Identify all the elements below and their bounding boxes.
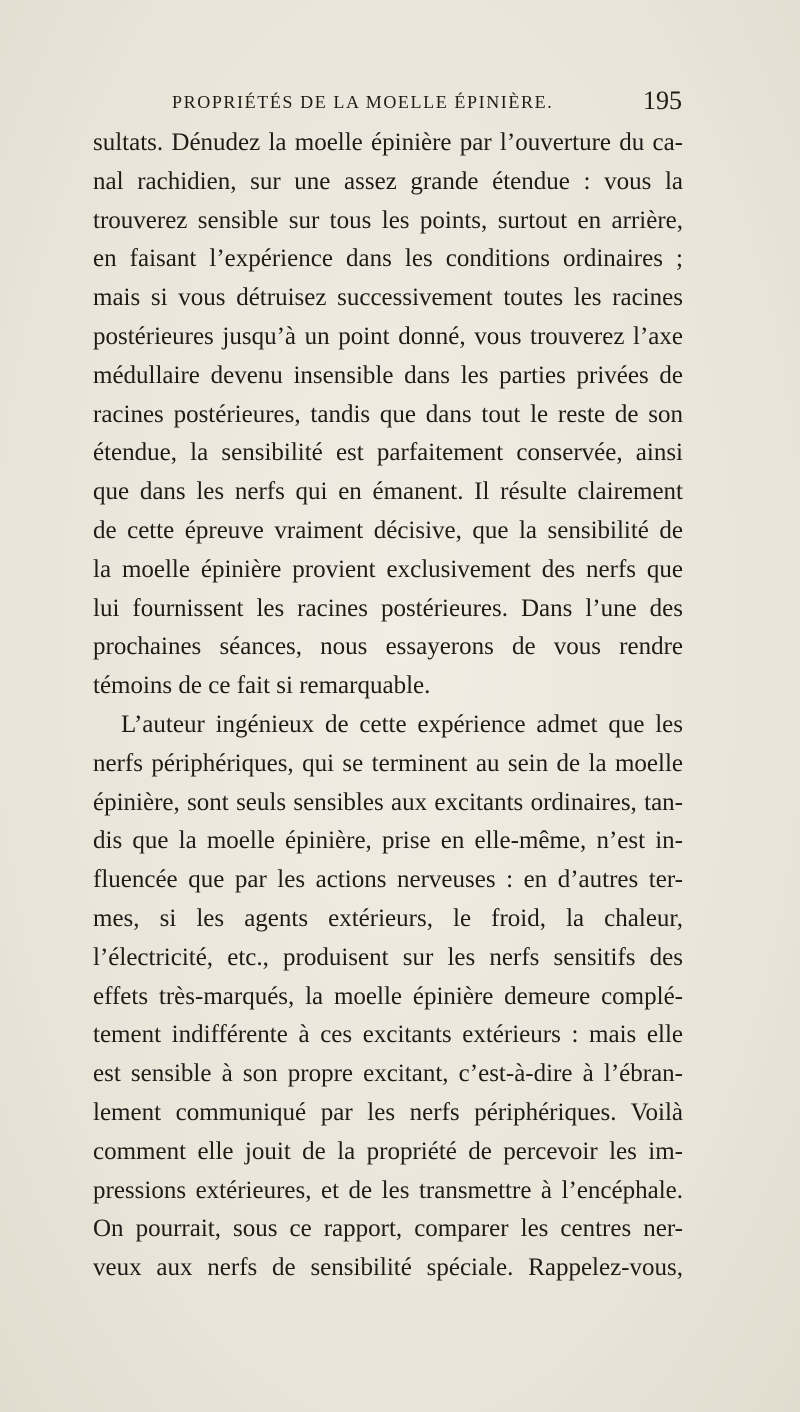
text-line: prochaines séances, nous essayerons de vous rendre: [93, 633, 683, 661]
text-line: pressions extérieures, et de les transmettre à l’encéphale.: [93, 1176, 683, 1204]
text-line: nal rachidien, sur une assez grande étendue : vous la: [93, 167, 683, 195]
text-line: en faisant l’expérience dans les conditions ordinaires ;: [93, 245, 683, 273]
text-line: sultats. Dénudez la moelle épinière par l’ouverture du ca-: [93, 129, 683, 156]
text-line: veux aux nerfs de sensibilité spéciale. Rappelez-vous,: [93, 1254, 683, 1282]
text-line: mes, si les agents extérieurs, le froid, la chaleur,: [93, 904, 683, 932]
text-line: comment elle jouit de la propriété de percevoir les im-: [93, 1137, 683, 1165]
text-line: étendue, la sensibilité est parfaitement conservée, ainsi: [93, 439, 683, 467]
text-line: épinière, sont seuls sensibles aux excitants ordinaires, tan-: [93, 788, 683, 816]
running-head: [172, 86, 682, 122]
text-line: lui fournissent les racines postérieures. Dans l’une des: [93, 594, 683, 622]
running-title: PROPRIÉTÉS DE LA MOELLE ÉPINIÈRE.: [172, 92, 554, 112]
text-line: de cette épreuve vraiment décisive, que la sensibilité de: [93, 516, 683, 544]
text-line: effets très-marqués, la moelle épinière demeure complé-: [93, 982, 683, 1010]
text-line: mais si vous détruisez successivement toutes les racines: [93, 284, 683, 312]
text-line: que dans les nerfs qui en émanent. Il résulte clairement: [93, 478, 683, 506]
text-line: On pourrait, sous ce rapport, comparer les centres ner-: [93, 1215, 683, 1243]
text-line: fluencée que par les actions nerveuses : en d’autres ter-: [93, 866, 683, 894]
text-line: nerfs périphériques, qui se terminent au sein de la moelle: [93, 749, 683, 777]
body-text: [93, 124, 683, 1288]
text-line: racines postérieures, tandis que dans tout le reste de son: [93, 400, 683, 428]
text-line: lement communiqué par les nerfs périphériques. Voilà: [93, 1098, 683, 1126]
page-number: 195: [643, 86, 682, 115]
text-line: témoins de ce fait si remarquable.: [93, 672, 431, 700]
text-line: est sensible à son propre excitant, c’est-à-dire à l’ébran-: [93, 1060, 683, 1088]
text-line: médullaire devenu insensible dans les parties privées de: [93, 361, 683, 389]
text-line: tement indifférente à ces excitants extérieurs : mais elle: [93, 1021, 683, 1049]
text-line: trouverez sensible sur tous les points, surtout en arrière,: [93, 206, 683, 234]
text-line: l’électricité, etc., produisent sur les nerfs sensitifs des: [93, 943, 683, 971]
text-line: la moelle épinière provient exclusivement des nerfs que: [93, 555, 683, 583]
text-line: postérieures jusqu’à un point donné, vous trouverez l’axe: [93, 322, 683, 350]
text-line: dis que la moelle épinière, prise en elle-même, n’est in-: [93, 827, 683, 855]
text-line: L’auteur ingénieux de cette expérience admet que les: [121, 710, 683, 738]
